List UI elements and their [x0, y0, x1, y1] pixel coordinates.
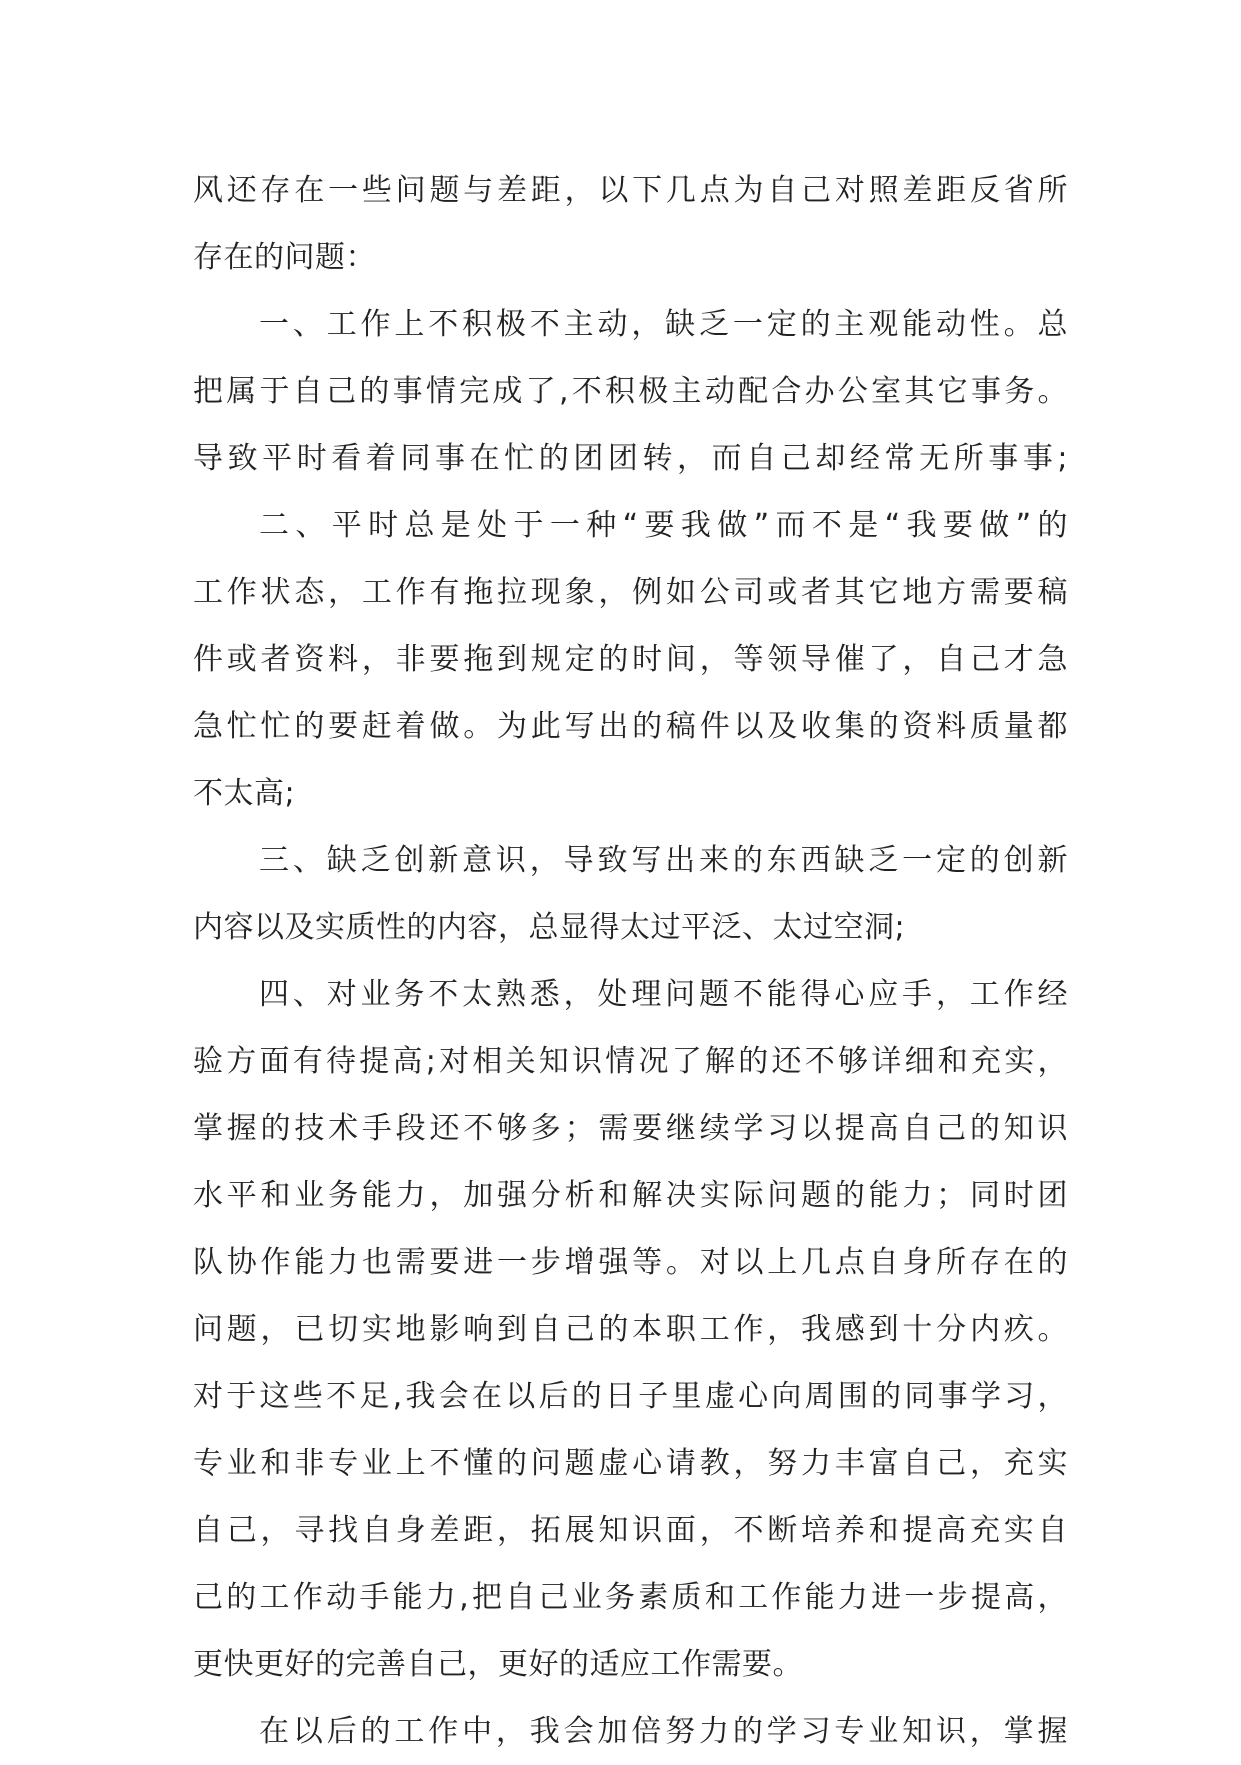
text-line: 二、平时总是处于一种“要我做”而不是“我要做”的	[259, 508, 1068, 543]
text-line: 更快更好的完善自己，更好的适应工作需要。	[193, 1647, 803, 1682]
text-line: 专业和非专业上不懂的问题虚心请教，努力丰富自己，充实	[193, 1446, 1068, 1481]
text-line: 对于这些不足,我会在以后的日子里虚心向周围的同事学习，	[193, 1379, 1068, 1414]
text-line: 问题，已切实地影响到自己的本职工作，我感到十分内疚。	[193, 1312, 1068, 1347]
text-line: 导致平时看着同事在忙的团团转，而自己却经常无所事事;	[193, 441, 1068, 476]
text-line: 四、对业务不太熟悉，处理问题不能得心应手，工作经	[259, 977, 1068, 1012]
text-line: 三、缺乏创新意识，导致写出来的东西缺乏一定的创新	[259, 843, 1068, 878]
text-line: 自己，寻找自身差距，拓展知识面，不断培养和提高充实自	[193, 1513, 1068, 1548]
text-line: 把属于自己的事情完成了,不积极主动配合办公室其它事务。	[193, 374, 1068, 409]
text-line: 风还存在一些问题与差距，以下几点为自己对照差距反省所	[193, 173, 1068, 208]
text-line: 一、工作上不积极不主动，缺乏一定的主观能动性。总	[259, 307, 1068, 342]
text-line: 内容以及实质性的内容，总显得太过平泛、太过空洞;	[193, 910, 906, 945]
text-line: 验方面有待提高;对相关知识情况了解的还不够详细和充实，	[193, 1044, 1068, 1079]
text-line: 队协作能力也需要进一步增强等。对以上几点自身所存在的	[193, 1245, 1068, 1280]
text-line: 存在的问题：	[193, 240, 376, 275]
text-line: 掌握的技术手段还不够多；需要继续学习以提高自己的知识	[193, 1111, 1068, 1146]
text-line: 水平和业务能力，加强分析和解决实际问题的能力；同时团	[193, 1178, 1068, 1213]
text-line: 不太高;	[193, 776, 296, 811]
text-line: 件或者资料，非要拖到规定的时间，等领导催了，自己才急	[193, 642, 1068, 677]
text-line: 急忙忙的要赶着做。为此写出的稿件以及收集的资料质量都	[193, 709, 1068, 744]
text-line: 己的工作动手能力,把自己业务素质和工作能力进一步提高，	[193, 1580, 1068, 1615]
text-line: 在以后的工作中，我会加倍努力的学习专业知识，掌握	[259, 1714, 1068, 1749]
document-body	[193, 157, 1068, 1765]
text-line: 工作状态，工作有拖拉现象，例如公司或者其它地方需要稿	[193, 575, 1068, 610]
